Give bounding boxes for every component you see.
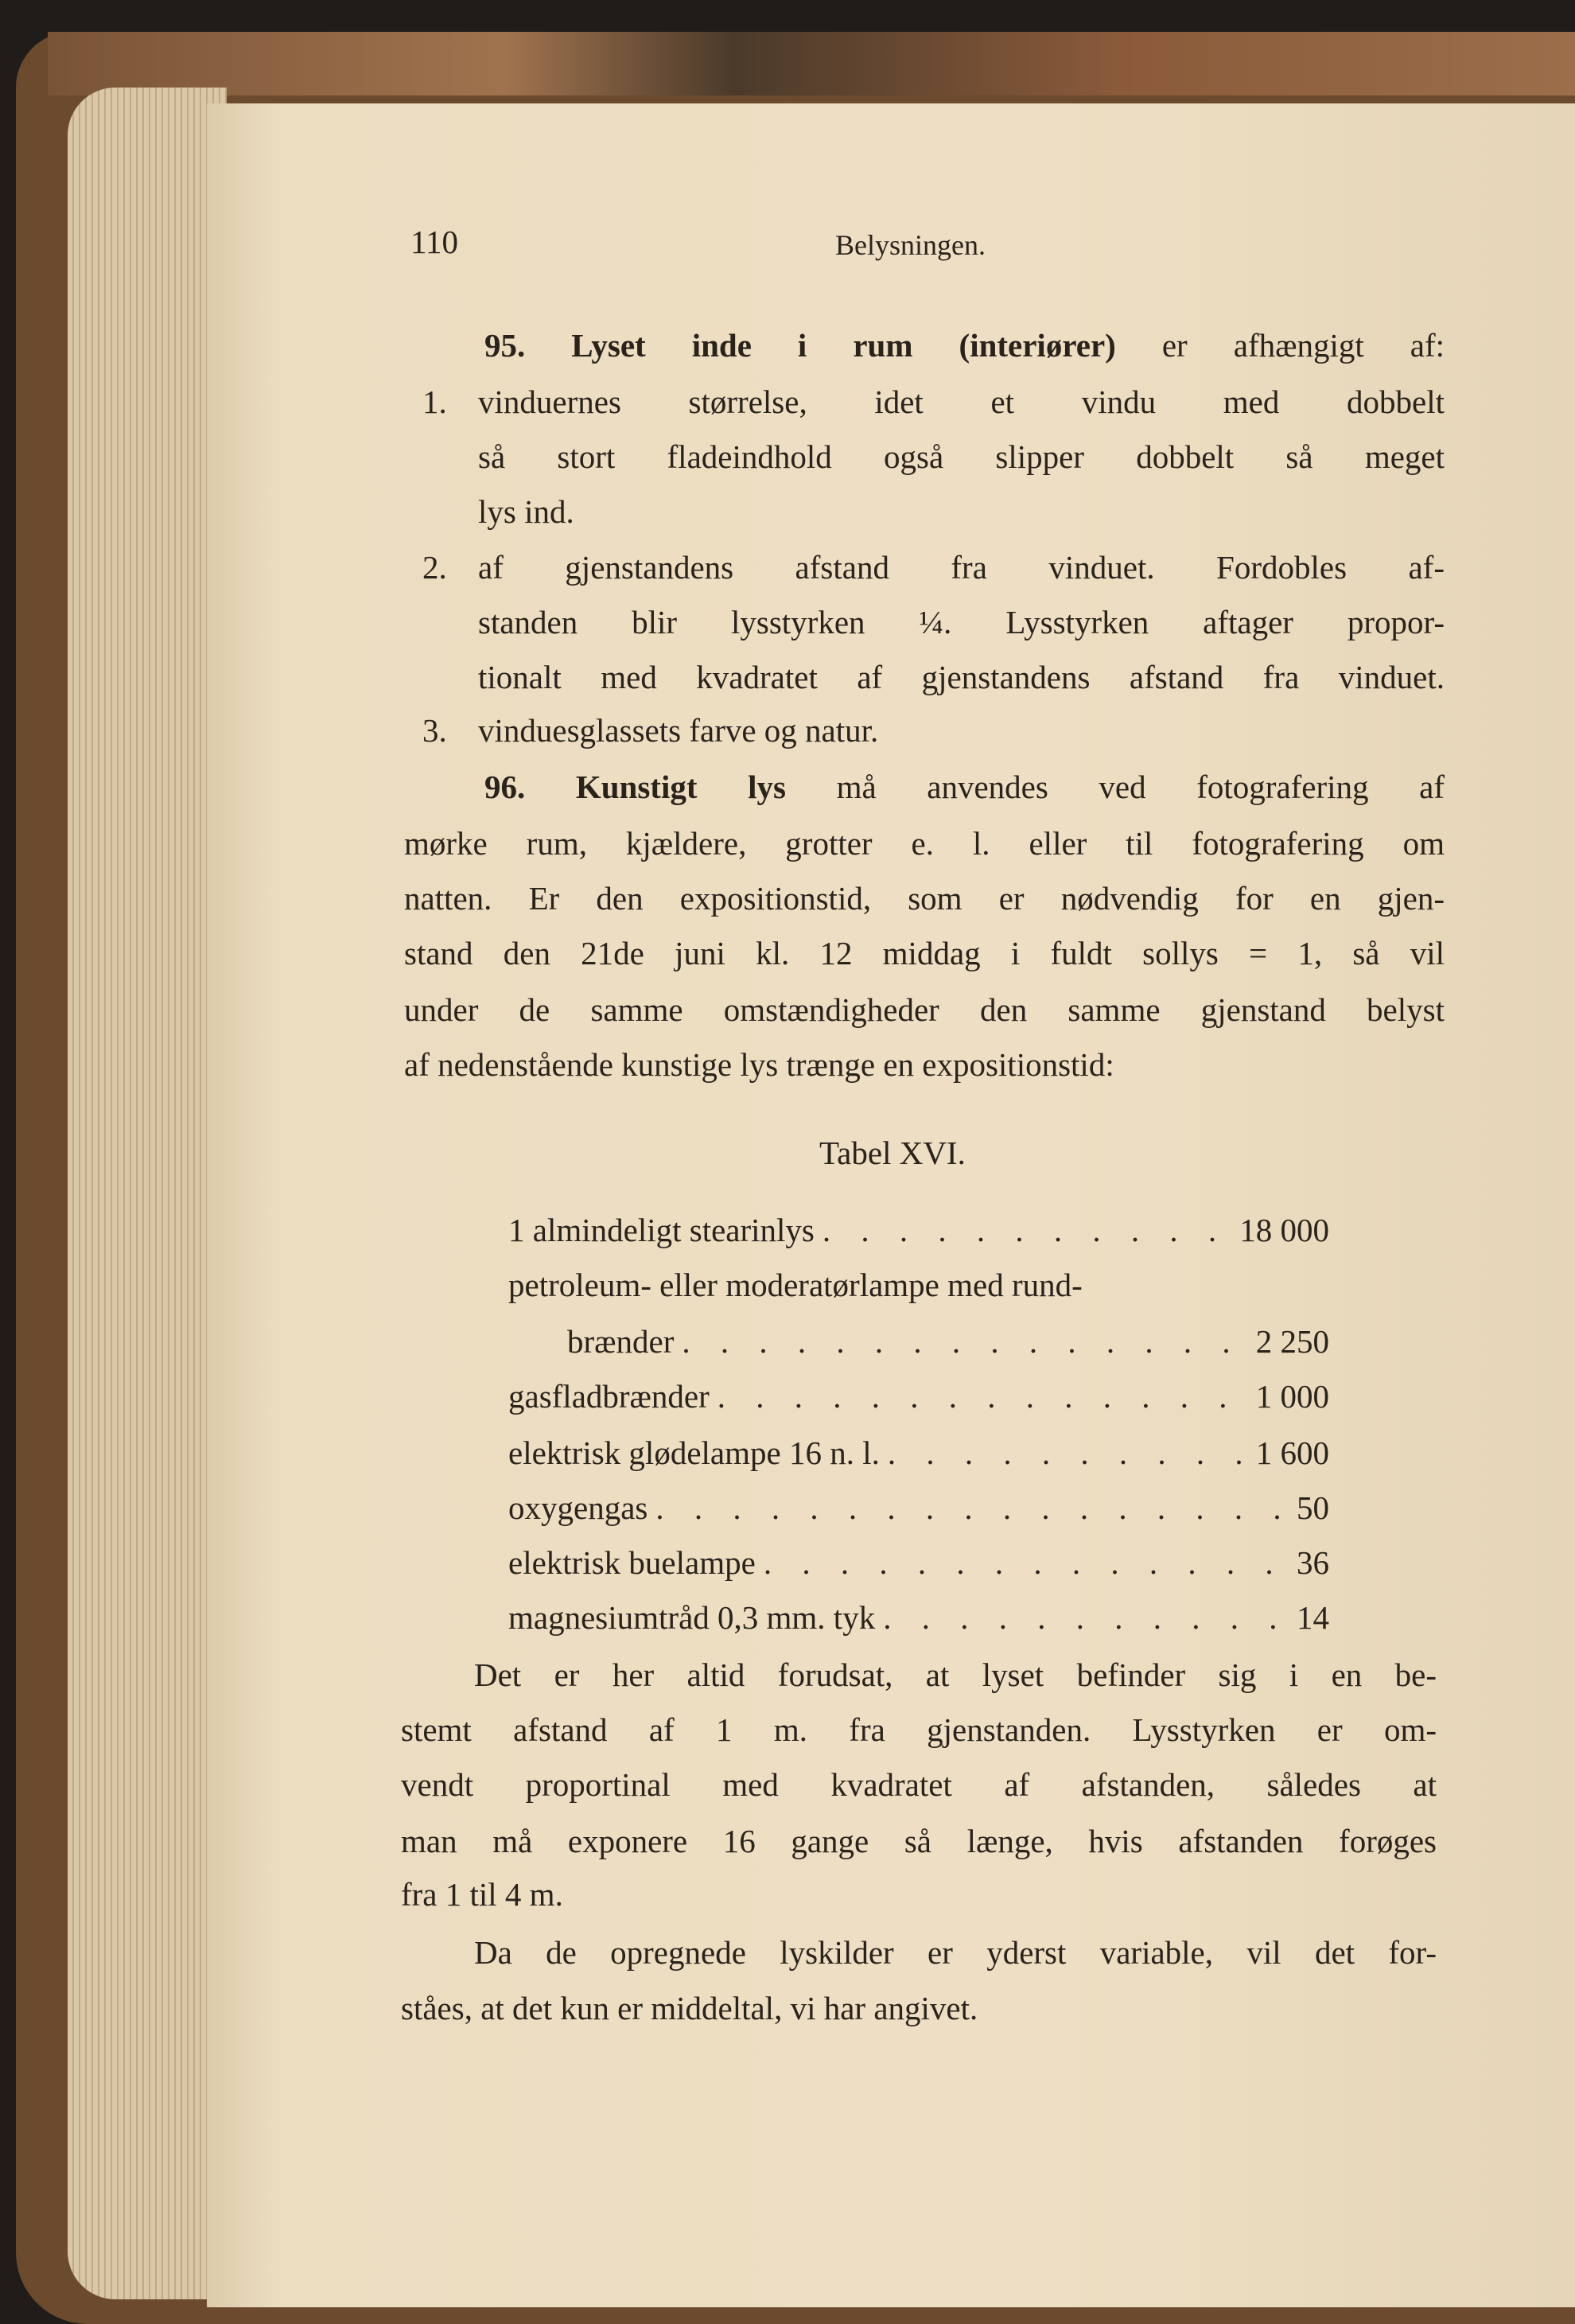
section-number: 95. <box>484 327 526 364</box>
text-line: Det er her altid forudsat, at lyset befinder sig i en be- <box>474 1656 1437 1693</box>
page-edges <box>68 88 227 2299</box>
section-heading: Lyset inde i rum (interiører) <box>571 327 1116 364</box>
leader-dots <box>880 1431 1256 1475</box>
heading-rest: er afhængigt af: <box>1161 327 1445 364</box>
text-line: Da de opregnede lyskilder er yderst variable, vil det for- <box>474 1934 1437 1971</box>
section-96-heading <box>484 765 1445 809</box>
text-line: stemt afstand af 1 m. fra gjenstanden. Lysstyrken er om- <box>401 1711 1437 1748</box>
row-label: elektrisk buelampe <box>508 1544 756 1581</box>
leader-dots <box>875 1595 1297 1640</box>
item-number: 3. <box>422 712 447 749</box>
table-row <box>508 1263 1329 1307</box>
row-value: 18 000 <box>1239 1212 1329 1248</box>
row-label: magnesiumtråd 0,3 mm. tyk <box>508 1599 876 1636</box>
text-line: ståes, at det kun er middeltal, vi har angivet. <box>401 1990 978 2026</box>
item-line: vinduesglassets farve og natur. <box>478 712 879 749</box>
leader-dots <box>756 1540 1297 1585</box>
row-label: brænder <box>567 1323 675 1360</box>
text-line: man må exponere 16 gange så længe, hvis afstanden forøges <box>401 1823 1437 1859</box>
text-line: natten. Er den expositionstid, som er nødvendig for en gjen- <box>404 880 1445 917</box>
row-value: 14 <box>1297 1599 1329 1636</box>
row-value: 36 <box>1297 1544 1329 1581</box>
row-label: elektrisk glødelampe 16 n. l. <box>508 1434 880 1471</box>
text-line: mørke rum, kjældere, grotter e. l. eller til fotografering om <box>404 825 1445 862</box>
table-row <box>508 1540 1329 1585</box>
text-line: fra 1 til 4 m. <box>401 1876 563 1913</box>
row-value: 50 <box>1297 1489 1329 1526</box>
item-line: standen blir lysstyrken ¼. Lysstyrken aftager propor- <box>478 604 1445 640</box>
item-line: så stort fladeindhold også slipper dobbelt så meget <box>478 438 1445 475</box>
section-heading: Kunstigt lys <box>575 769 786 805</box>
row-label: gasfladbrænder <box>508 1378 710 1415</box>
text-line: af nedenstående kunstige lys trænge en expositionstid: <box>404 1046 1114 1083</box>
leader-dots <box>648 1485 1297 1530</box>
text-line: stand den 21de juni kl. 12 middag i fuldt sollys = 1, så vil <box>404 935 1445 971</box>
table-row <box>508 1374 1329 1419</box>
item-number: 2. <box>422 549 447 586</box>
section-95-heading <box>484 323 1445 368</box>
item-line: vinduernes størrelse, idet et vindu med dobbelt <box>478 383 1445 420</box>
book-spine-edge <box>48 32 1575 95</box>
heading-rest: må anvendes ved fotografering af <box>836 769 1445 805</box>
row-value: 1 600 <box>1255 1434 1329 1471</box>
leader-dots <box>815 1208 1239 1252</box>
table-title: Tabel XVI. <box>819 1135 966 1171</box>
table-row-continuation <box>567 1319 1329 1364</box>
item-line: tionalt med kvadratet af gjenstandens afstand fra vinduet. <box>478 659 1445 695</box>
table-row <box>508 1431 1329 1475</box>
leader-dots <box>710 1374 1256 1419</box>
table-row <box>508 1208 1329 1252</box>
row-label: 1 almindeligt stearinlys <box>508 1212 815 1248</box>
row-label: oxygengas <box>508 1489 648 1526</box>
item-number: 1. <box>422 383 447 420</box>
text-line: under de samme omstændigheder den samme gjenstand belyst <box>404 991 1445 1028</box>
row-label: petroleum- eller moderatørlampe med rund- <box>508 1267 1083 1303</box>
section-number: 96. <box>484 769 526 805</box>
page-number: 110 <box>410 224 458 260</box>
row-value: 2 250 <box>1255 1323 1329 1360</box>
leader-dots <box>674 1319 1255 1364</box>
text-line: vendt proportinal med kvadratet af afstanden, således at <box>401 1766 1437 1803</box>
item-line: lys ind. <box>478 493 574 530</box>
table-row <box>508 1485 1329 1530</box>
row-value: 1 000 <box>1255 1378 1329 1415</box>
table-row <box>508 1595 1329 1640</box>
running-title: Belysningen. <box>835 229 986 261</box>
item-line: af gjenstandens afstand fra vinduet. Fordobles af- <box>478 549 1445 586</box>
